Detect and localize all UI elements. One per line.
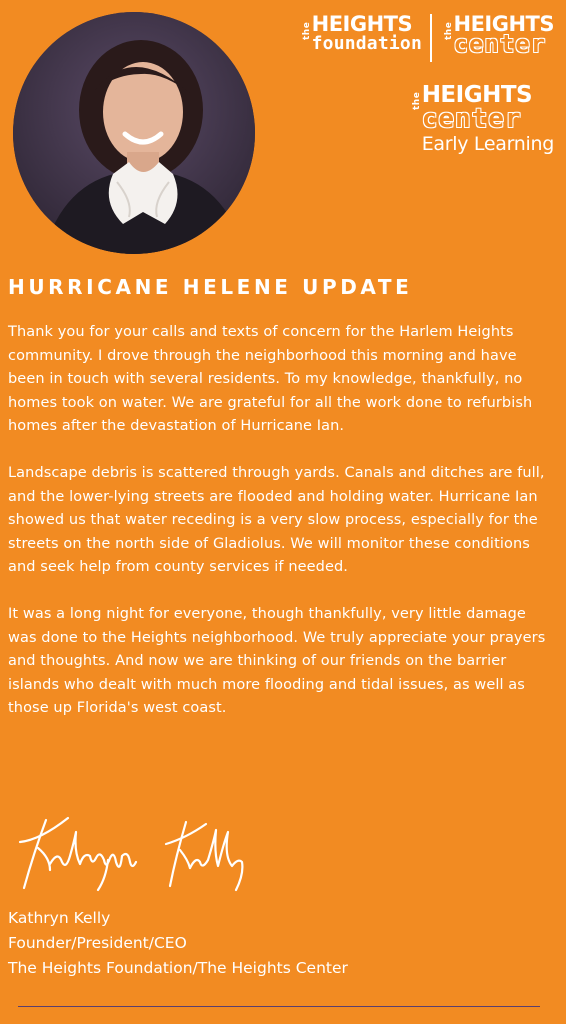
paragraph: It was a long night for everyone, though thankfully, very little damage was done to the Heights neighborhood. We truly appreciate your prayers and thoughts. And now we are thinking of our friends on the barrier islands who dealt with much more flooding and tidal issues, as well as those up Florida's west coast. <box>8 606 546 716</box>
logo-the-label: the <box>301 21 312 40</box>
paragraph: Thank you for your calls and texts of concern for the Harlem Heights community. I drove through the neighborhood this morning and have been in touch with several residents. To my knowledge, thankfully, no homes took on water. We are grateful for all the work done to refurbish homes after the devastation of Hurricane Ian. <box>8 324 533 434</box>
signer-organization: The Heights Foundation/The Heights Center <box>8 959 348 977</box>
paragraph: Landscape debris is scattered through yards. Canals and ditches are full, and the lower-lying streets are flooded and holding water. Hurricane Ian showed us that water receding is a very slow process, especially for the streets on the north side of Gladiolus. We will monitor these conditions and seek help from county services if needed. <box>8 465 545 575</box>
signer-title: Founder/President/CEO <box>8 934 187 952</box>
logo-the-label: the <box>443 21 454 40</box>
logo-heights-text: HEIGHTS <box>311 12 413 36</box>
logo-the-label: the <box>411 91 422 110</box>
logo-heights-text: HEIGHTS <box>453 12 554 36</box>
heights-foundation-logo <box>301 12 422 54</box>
footer-divider <box>18 1006 540 1007</box>
logo-early-learning-text: Early Learning <box>421 133 554 155</box>
author-photo <box>13 12 255 254</box>
handwritten-signature <box>10 812 260 894</box>
heights-center-early-learning-logo <box>411 82 554 156</box>
page-title: HURRICANE HELENE UPDATE <box>8 275 413 299</box>
letter-body <box>8 321 556 744</box>
logo-center-text: center <box>421 104 522 134</box>
signer-name: Kathryn Kelly <box>8 909 111 927</box>
signature-drawing <box>10 812 260 894</box>
logo-row-top <box>300 14 554 62</box>
heights-center-logo <box>443 12 555 58</box>
logo-divider <box>430 14 432 62</box>
logo-group <box>254 14 554 164</box>
portrait-illustration <box>13 12 255 254</box>
logo-heights-text: HEIGHTS <box>421 82 533 108</box>
logo-center-text: center <box>453 30 547 58</box>
logo-foundation-text: foundation <box>311 33 422 54</box>
signature-block <box>8 906 348 981</box>
